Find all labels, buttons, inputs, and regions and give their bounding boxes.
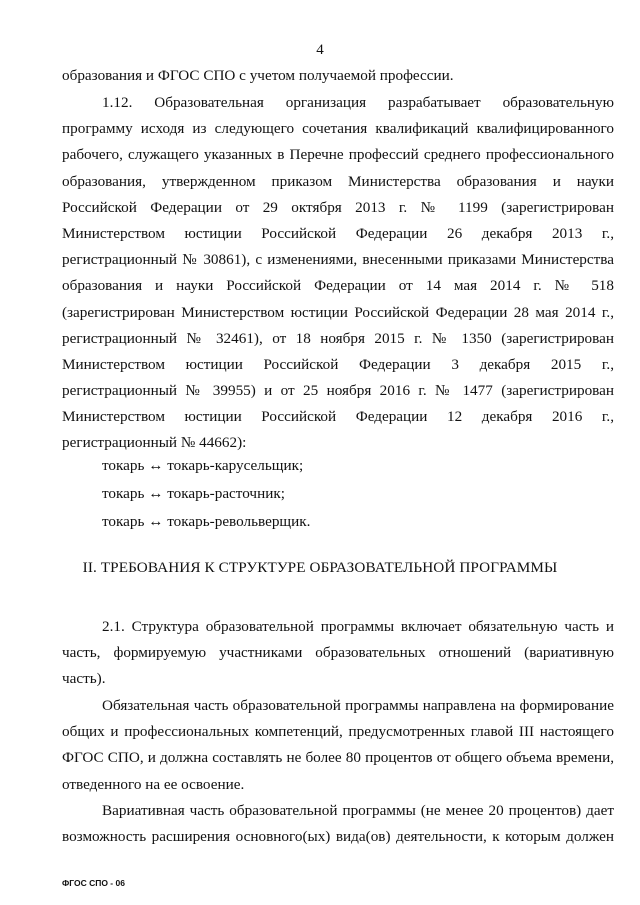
text-line: ФГОС СПО, и должна составлять не более 80 процентов от общего объема времени, <box>62 749 614 767</box>
text-line: регистрационный № 30861), с изменениями, внесенными приказами Министерства <box>62 251 614 269</box>
text-line: Обязательная часть образовательной программы направлена на формирование <box>102 697 614 714</box>
text-line: (зарегистрирован Министерством юстиции Российской Федерации 28 мая 2014 г., <box>62 303 614 321</box>
paragraph-2-1 <box>62 614 614 693</box>
text-line: регистрационный № 39955) и от 25 ноября 2016 г. № 1477 (зарегистрирован <box>62 382 614 400</box>
text-line: Вариативная часть образовательной программы (не менее 20 процентов) дает <box>102 802 614 819</box>
text-line: регистрационный № 44662): <box>62 434 247 452</box>
combination-item: токарь ↔ токарь-расточник; <box>102 485 285 502</box>
text-line: Министерством юстиции Российской Федерации 3 декабря 2015 г., <box>62 355 614 373</box>
page-number: 4 <box>316 42 324 58</box>
paragraph-1-12 <box>62 90 614 457</box>
text-line: Российской Федерации от 29 октября 2013 г. № 1199 (зарегистрирован <box>62 198 614 216</box>
text-line: программу исходя из следующего сочетания квалификаций квалифицированного <box>62 120 614 138</box>
section-heading: II. ТРЕБОВАНИЯ К СТРУКТУРЕ ОБРАЗОВАТЕЛЬНОЙ ПРОГРАММЫ <box>82 559 558 576</box>
text-line: Министерством юстиции Российской Федерации 26 декабря 2013 г., <box>62 224 614 242</box>
text-line: общих и профессиональных компетенций, предусмотренных главой III настоящего <box>62 723 614 741</box>
text-line: образования и науки Российской Федерации от 14 мая 2014 г. № 518 <box>62 277 614 295</box>
text-line: отведенного на ее освоение. <box>62 775 245 793</box>
text-line: часть). <box>62 670 106 688</box>
paragraph-mandatory-part <box>62 693 614 798</box>
intro-line: образования и ФГОС СПО с учетом получаемой профессии. <box>62 67 454 84</box>
document-footer: ФГОС СПО - 06 <box>62 878 125 888</box>
combination-item: токарь ↔ токарь-револьверщик. <box>102 513 311 530</box>
text-line: образования, утвержденном приказом Министерства образования и науки <box>62 172 614 190</box>
text-line: Министерством юстиции Российской Федерации 12 декабря 2016 г., <box>62 408 614 426</box>
text-line: 2.1. Структура образовательной программы включает обязательную часть и <box>102 618 614 635</box>
text-line: возможность расширения основного(ых) вида(ов) деятельности, к которым должен <box>62 828 614 846</box>
text-line: часть, формируемую участниками образовательных отношений (вариативную <box>62 644 614 662</box>
text-line: рабочего, служащего указанных в Перечне профессий среднего профессионального <box>62 146 614 164</box>
text-line: 1.12. Образовательная организация разрабатывает образовательную <box>102 94 614 111</box>
text-line: регистрационный № 32461), от 18 ноября 2015 г. № 1350 (зарегистрирован <box>62 329 614 347</box>
combination-item: токарь ↔ токарь-карусельщик; <box>102 457 304 474</box>
paragraph-variative-part <box>62 798 614 850</box>
